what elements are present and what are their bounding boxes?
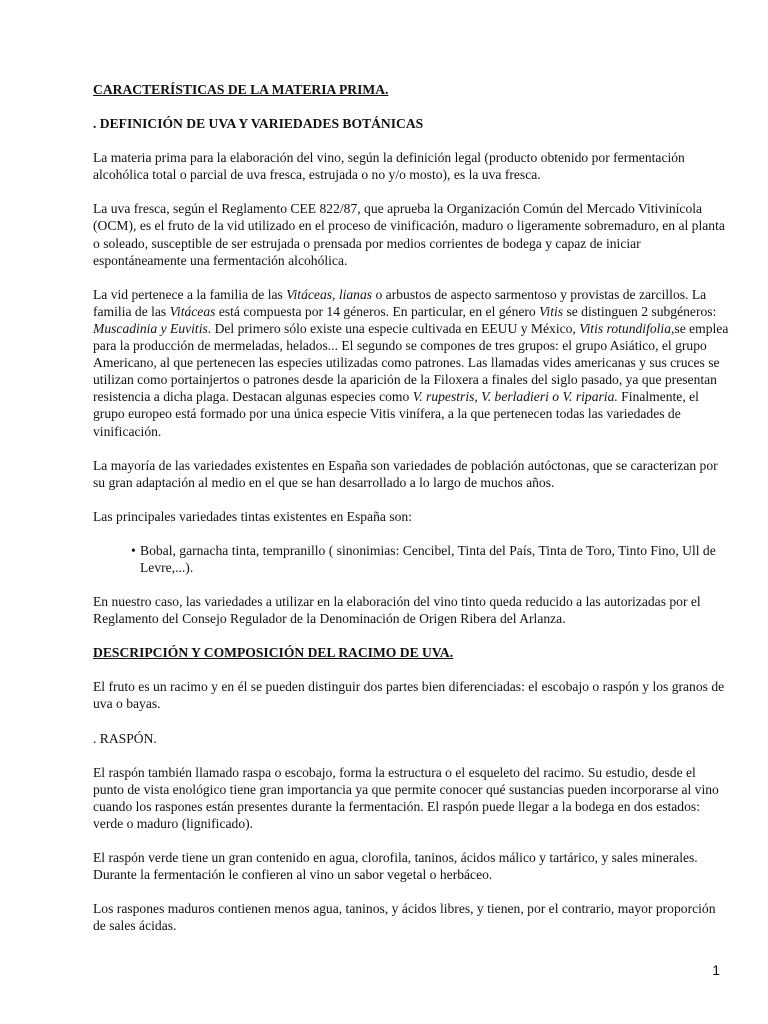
paragraph-fruto-racimo: El fruto es un racimo y en él se pueden distinguir dos partes bien diferenciadas: el escobajo o raspón y los granos de uva o bayas. [93, 679, 725, 712]
text-run: o arbustos de aspecto sarmentoso y provistas de zarcillos. La familia de las [93, 286, 707, 319]
list-item-text: Bobal, garnacha tinta, tempranillo ( sinonimias: Cencibel, Tinta del País, Tinta de Toro, Tinto Fino, Ull de Levre,...). [140, 542, 716, 575]
text-run: está compuesta por 14 géneros. En particular, en el género [215, 303, 540, 319]
subheading-raspon: . RASPÓN. [93, 730, 157, 746]
paragraph-raspon-estructura: El raspón también llamado raspa o escobajo, forma la estructura o el esqueleto del racimo. Su estudio, desde el punto de vista enológico tiene gran importancia ya que permite conocer qué sustancias pueden incorporarse al vino cuando los raspones están presentes durante la fermentación. El raspón puede llegar a la bodega en dos estados: verde o maduro (lignificado). [93, 764, 719, 831]
italic-term: Vitáceas [169, 303, 216, 319]
italic-term: V. rupestris, V. berladieri o V. riparia. [412, 389, 618, 405]
italic-term: Muscadinia y Euvitis [93, 320, 208, 336]
document-page [93, 81, 729, 951]
paragraph-raspon-verde: El raspón verde tiene un gran contenido en agua, clorofila, taninos, ácidos málico y tartárico, y sales minerales. Durante la fermentación le confieren al vino un sabor vegetal o herbáceo. [93, 850, 698, 883]
bullet-icon: • [131, 542, 136, 558]
text-run: se distinguen 2 subgéneros: [563, 303, 717, 319]
paragraph-uva-fresca: La uva fresca, según el Reglamento CEE 822/87, que aprueba la Organización Común del Mercado Vitivinícola (OCM), es el fruto de la vid utilizado en el proceso de vinificación, maduro o ligeramente sobremaduro, en al planta o soleado, susceptible de ser estrujada o prensada por medios corrientes de bodega y capaz de iniciar espontáneamente una fermentación alcohólica. [93, 201, 725, 268]
section-heading-racimo: DESCRIPCIÓN Y COMPOSICIÓN DEL RACIMO DE UVA. [93, 645, 454, 661]
paragraph-raspones-maduros: Los raspones maduros contienen menos agua, taninos, y ácidos libres, y tienen, por el contrario, mayor proporción de sales ácidas. [93, 901, 716, 934]
paragraph-vid-familia [93, 286, 729, 440]
page-number: 1 [712, 962, 720, 978]
italic-term: Vitis rotundifolia, [579, 320, 675, 336]
text-run: . Del primero sólo existe una especie cultivada en EEUU y México, [207, 320, 580, 336]
bullet-list-variedades [93, 542, 729, 576]
text-run: La vid pertenece a la familia de las [93, 286, 287, 302]
text-run: se emplea para la producción de mermeladas, helados... El segundo se compones de tres grupos: el grupo Asiático, el grupo Americano, al que pertenecen las especies utilizadas como patrones. Las llamadas vides americanas y sus cruces se utilizan como portainjertos o patrones desde la aparición de la Filoxera a finales del siglo pasado, ya que presentan resistencia a dicha plaga. Destacan algunas especies como [93, 320, 729, 405]
italic-term: Vitáceas, lianas [286, 286, 373, 302]
document-title: CARACTERÍSTICAS DE LA MATERIA PRIMA. [93, 82, 389, 97]
paragraph-variedades-autoctonas: La mayoría de las variedades existentes en España son variedades de población autóctonas, que se caracterizan por su gran adaptación al medio en el que se han desarrollado a lo largo de muchos años. [93, 457, 718, 490]
text-run: Finalmente, el grupo europeo está formado por una única especie Vitis vinífera, a la que pertenecen todas las variedades de vinificación. [93, 389, 699, 439]
paragraph-materia-prima: La materia prima para la elaboración del vino, según la definición legal (producto obtenido por fermentación alcohólica total o parcial de uva fresca, estrujada o no y/o mosto), es la uva fresca. [93, 150, 685, 183]
italic-term: Vitis [539, 303, 564, 319]
section-heading-definicion: . DEFINICIÓN DE UVA Y VARIEDADES BOTÁNICAS [93, 116, 424, 132]
paragraph-nuestro-caso: En nuestro caso, las variedades a utilizar en la elaboración del vino tinto queda reducido a las autorizadas por el Reglamento del Consejo Regulador de la Denominación de Origen Ribera del Arlanza. [93, 594, 701, 627]
list-item [131, 542, 729, 576]
paragraph-variedades-tintas-intro: Las principales variedades tintas existentes en España son: [93, 508, 412, 524]
